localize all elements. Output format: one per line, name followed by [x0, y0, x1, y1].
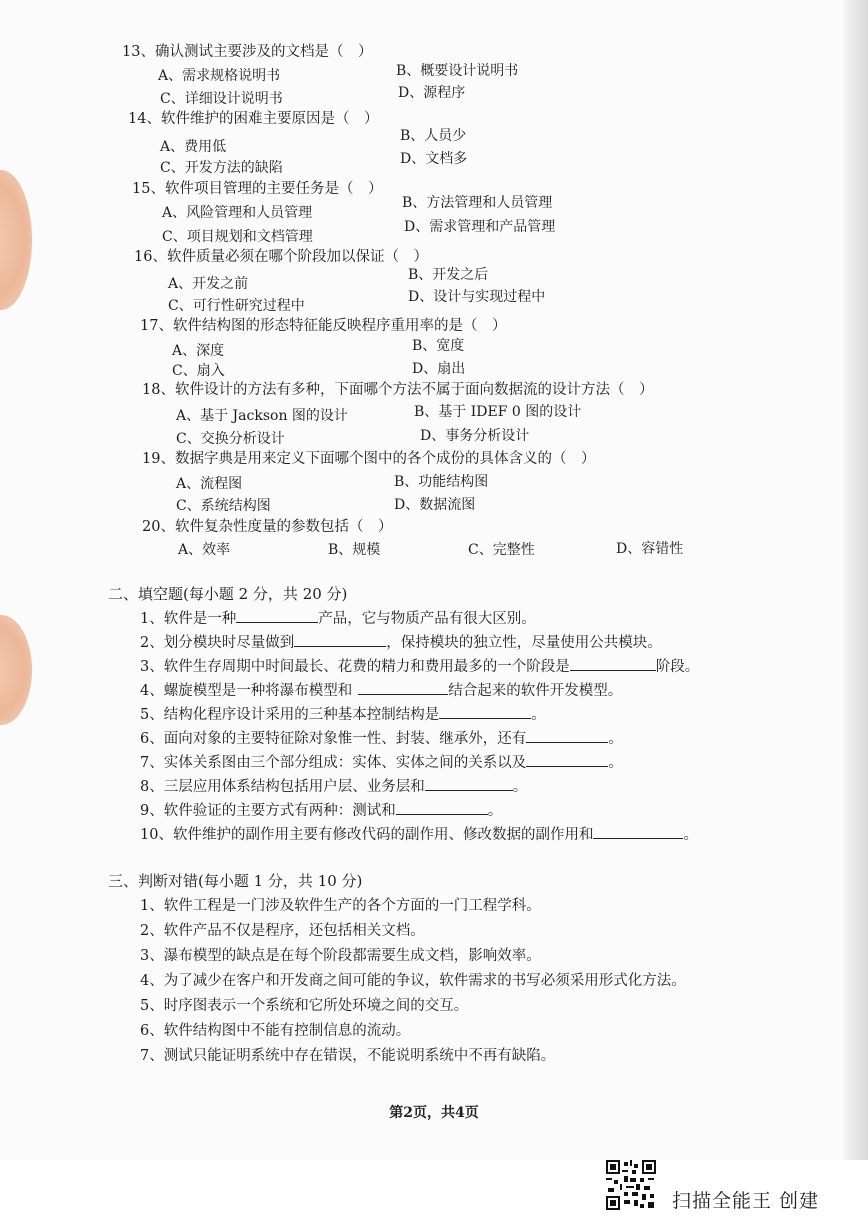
fill-item — [140, 754, 623, 772]
option-d: D、事务分析设计 — [420, 428, 530, 444]
fill-item-text: 10、软件维护的副作用主要有修改代码的副作用、修改数据的副作用和 — [140, 827, 594, 843]
fill-item-text: 4、螺旋模型是一种将瀑布模型和 — [140, 683, 353, 699]
option-c: C、系统结构图 — [176, 498, 271, 514]
fill-item — [140, 826, 698, 844]
fill-item — [140, 778, 527, 796]
option-b: B、宽度 — [412, 338, 465, 354]
option-a: A、风险管理和人员管理 — [162, 205, 313, 221]
answer-blank[interactable] — [396, 802, 488, 815]
judge-item: 7、测试只能证明系统中存在错误，不能说明系统中不再有缺陷。 — [140, 1048, 556, 1064]
fill-item-text: 。 — [512, 779, 528, 795]
judge-item: 5、时序图表示一个系统和它所处环境之间的交互。 — [140, 998, 469, 1014]
fill-item-text: 。 — [683, 827, 698, 843]
fill-item-text: 3、软件生存周期中时间最长、花费的精力和费用最多的一个阶段是 — [140, 659, 570, 675]
option-d: D、设计与实现过程中 — [408, 289, 546, 305]
option-c: C、开发方法的缺陷 — [160, 160, 283, 176]
fill-item-text: 1、软件是一种 — [140, 611, 237, 627]
option-a: A、流程图 — [176, 476, 243, 492]
fill-item — [140, 658, 699, 676]
option-c: C、可行性研究过程中 — [168, 298, 305, 314]
fill-item-text: 。 — [608, 755, 623, 771]
option-a: A、费用低 — [160, 139, 227, 155]
option-b: B、规模 — [328, 542, 381, 558]
fill-item — [140, 706, 546, 724]
question-stem: 20、软件复杂性度量的参数包括（ ） — [142, 519, 393, 535]
option-d: D、需求管理和产品管理 — [404, 219, 556, 235]
question-stem: 15、软件项目管理的主要任务是（ ） — [132, 181, 383, 197]
option-c: C、扇入 — [172, 363, 225, 379]
question-stem: 18、软件设计的方法有多种，下面哪个方法不属于面向数据流的设计方法（ ） — [142, 382, 654, 398]
fill-item-text: 结合起来的软件开发模型。 — [448, 683, 623, 699]
fill-item-text: 阶段。 — [655, 659, 700, 675]
fill-item-text: 7、实体关系图由三个部分组成：实体、实体之间的关系以及 — [140, 755, 527, 771]
fill-item-text: 2、划分模块时尽量做到 — [140, 635, 295, 651]
fill-item-text: 。 — [487, 803, 503, 819]
option-d: D、数据流图 — [394, 497, 476, 513]
fill-item — [140, 802, 502, 820]
fill-item-text: 。 — [531, 707, 546, 723]
judge-item: 4、为了减少在客户和开发商之间可能的争议，软件需求的书写必须采用形式化方法。 — [140, 973, 686, 989]
answer-blank[interactable] — [294, 634, 386, 647]
option-c: C、交换分析设计 — [176, 431, 285, 447]
fill-item — [140, 730, 623, 748]
section-heading: 二、填空题(每小题 2 分，共 20 分) — [108, 585, 348, 603]
option-b: B、人员少 — [400, 128, 467, 144]
question-stem: 19、数据字典是用来定义下面哪个图中的各个成份的具体含义的（ ） — [142, 451, 596, 467]
fill-item-text: 6、面向对象的主要特征除对象惟一性、封装、继承外，还有 — [140, 731, 527, 747]
fill-item-text: 8、三层应用体系结构包括用户层、业务层和 — [140, 779, 425, 795]
option-b: B、基于 IDEF 0 图的设计 — [414, 404, 582, 420]
option-b: B、功能结构图 — [394, 474, 489, 490]
section-heading: 三、判断对错(每小题 1 分，共 10 分) — [108, 872, 363, 890]
page-edge — [844, 0, 868, 1160]
option-b: B、概要设计说明书 — [396, 63, 519, 79]
answer-blank[interactable] — [439, 706, 531, 719]
fill-item-text: 。 — [608, 731, 623, 747]
answer-blank[interactable] — [358, 682, 448, 695]
option-d: D、扇出 — [412, 361, 466, 377]
option-d: D、文档多 — [400, 151, 468, 167]
answer-blank[interactable] — [570, 658, 656, 671]
option-b: B、方法管理和人员管理 — [402, 195, 553, 211]
option-d: D、源程序 — [398, 85, 466, 101]
answer-blank[interactable] — [236, 610, 318, 623]
fill-item-text: ，保持模块的独立性，尽量使用公共模块。 — [386, 635, 662, 651]
option-a: A、效率 — [178, 542, 231, 558]
fill-item-text: 5、结构化程序设计采用的三种基本控制结构是 — [140, 707, 440, 723]
fill-item — [140, 634, 662, 652]
answer-blank[interactable] — [526, 730, 608, 743]
option-c: C、完整性 — [468, 542, 535, 558]
page-number: 第2页，共4页 — [389, 1105, 479, 1121]
fill-item — [140, 682, 622, 700]
judge-item: 6、软件结构图中不能有控制信息的流动。 — [140, 1023, 411, 1039]
option-a: A、开发之前 — [168, 276, 249, 292]
fill-item-text: 产品，它与物质产品有很大区别。 — [318, 611, 536, 627]
answer-blank[interactable] — [425, 778, 513, 791]
question-stem: 17、软件结构图的形态特征能反映程序重用率的是（ ） — [140, 318, 507, 334]
question-stem: 13、确认测试主要涉及的文档是（ ） — [122, 44, 373, 60]
option-a: A、需求规格说明书 — [158, 68, 281, 84]
fill-item — [140, 610, 536, 628]
option-a: A、基于 Jackson 图的设计 — [176, 408, 348, 424]
judge-item: 3、瀑布模型的缺点是在每个阶段都需要生成文档，影响效率。 — [140, 948, 541, 964]
option-d: D、容错性 — [616, 541, 684, 557]
answer-blank[interactable] — [526, 754, 608, 767]
judge-item: 2、软件产品不仅是程序，还包括相关文档。 — [140, 923, 425, 939]
qr-code-icon — [606, 1160, 656, 1210]
option-c: C、项目规划和文档管理 — [162, 229, 313, 245]
option-a: A、深度 — [172, 343, 225, 359]
fill-item-text: 9、软件验证的主要方式有两种：测试和 — [140, 803, 396, 819]
option-c: C、详细设计说明书 — [160, 91, 283, 107]
judge-item: 1、软件工程是一门涉及软件生产的各个方面的一门工程学科。 — [140, 898, 541, 914]
question-stem: 14、软件维护的困难主要原因是（ ） — [128, 111, 379, 127]
question-stem: 16、软件质量必须在哪个阶段加以保证（ ） — [134, 249, 428, 265]
answer-blank[interactable] — [593, 826, 683, 839]
option-b: B、开发之后 — [408, 267, 489, 283]
scanner-watermark: 扫描全能王 创建 — [672, 1190, 820, 1212]
